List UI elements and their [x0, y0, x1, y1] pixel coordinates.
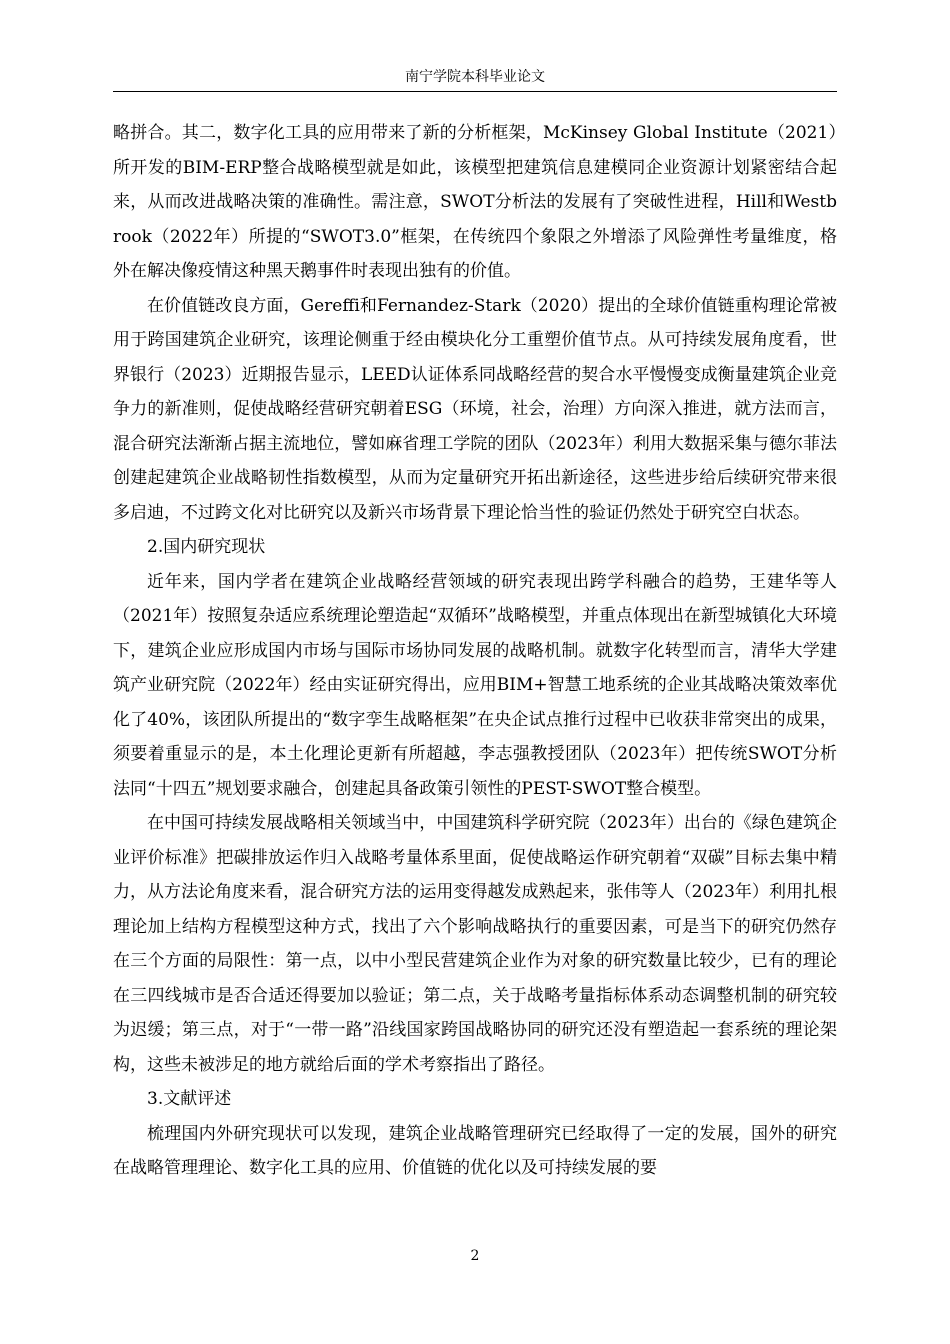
paragraph-value-chain: 在价值链改良方面，Gereffi和Fernandez-Stark（2020）提出的全球价值链重构理论常被用于跨国建筑企业研究，该理论侧重于经由模块化分工重塑价值节点。从可持续发展角度看，世界银行（2023）近期报告显示，LEED认证体系同战略经营的契合水平慢慢变成衡量建筑企业竞争力的新准则，促使战略经营研究朝着ESG（环境，社会，治理）方向深入推进，就方法而言，混合研究法渐渐占据主流地位，譬如麻省理工学院的团队（2023年）利用大数据采集与德尔菲法创建起建筑企业战略韧性指数模型，从而为定量研究开拓出新途径，这些进步给后续研究带来很多启迪，不过跨文化对比研究以及新兴市场背景下理论恰当性的验证仍然处于研究空白状态。 — [113, 295, 837, 523]
paragraph-domestic-2: 在中国可持续发展战略相关领域当中，中国建筑科学研究院（2023年）出台的《绿色建筑企业评价标准》把碳排放运作归入战略考量体系里面，促使战略运作研究朝着“双碳”目标去集中精力，从方法论角度来看，混合研究方法的运用变得越发成熟起来，张伟等人（2023年）利用扎根理论加上结构方程模型这种方式，找出了六个影响战略执行的重要因素，可是当下的研究仍然存在三个方面的局限性：第一点，以中小型民营建筑企业作为对象的研究数量比较少，已有的理论在三四线城市是否合适还得要加以验证；第二点，关于战略考量指标体系动态调整机制的研究较为迟缓；第三点，对于“一带一路”沿线国家跨国战略协同的研究还没有塑造起一套系统的理论架构，这些未被涉足的地方就给后面的学术考察指出了路径。 — [113, 813, 837, 1075]
section-heading-review: 3.文献评述 — [147, 1089, 232, 1109]
paragraph-domestic-1: 近年来，国内学者在建筑企业战略经营领域的研究表现出跨学科融合的趋势，王建华等人（2021年）按照复杂适应系统理论塑造起“双循环”战略模型，并重点体现出在新型城镇化大环境下，建筑企业应形成国内市场与国际市场协同发展的战略机制。就数字化转型而言，清华大学建筑产业研究院（2022年）经由实证研究得出，应用BIM+智慧工地系统的企业其战略决策效率优化了40%，该团队所提出的“数字孪生战略框架”在央企试点推行过程中已收获非常突出的成果，须要着重显示的是，本土化理论更新有所超越，李志强教授团队（2023年）把传统SWOT分析法同“十四五”规划要求融合，创建起具备政策引领性的PEST-SWOT整合模型。 — [113, 571, 837, 799]
running-header: 南宁学院本科毕业论文 — [405, 69, 545, 85]
paragraph-continuation: 略拼合。其二，数字化工具的应用带来了新的分析框架，McKinsey Global Institute（2021）所开发的BIM-ERP整合战略模型就是如此，该模型把建筑信息建模同企业资源计划紧密结合起来，从而改进战略决策的准确性。需注意，SWOT分析法的发展有了突破性进程，Hill和Westbrook（2022年）所提的“SWOT3.0”框架，在传统四个象限之外增添了风险弹性考量维度，格外在解决像疫情这种黑天鹅事件时表现出独有的价值。 — [113, 123, 837, 281]
section-heading-domestic: 2.国内研究现状 — [147, 537, 266, 557]
header-rule — [113, 91, 837, 92]
page-number: 2 — [470, 1248, 480, 1264]
paragraph-review: 梳理国内外研究现状可以发现，建筑企业战略管理研究已经取得了一定的发展，国外的研究在战略管理理论、数字化工具的应用、价值链的优化以及可持续发展的要 — [113, 1123, 837, 1178]
page-body — [113, 116, 837, 1186]
